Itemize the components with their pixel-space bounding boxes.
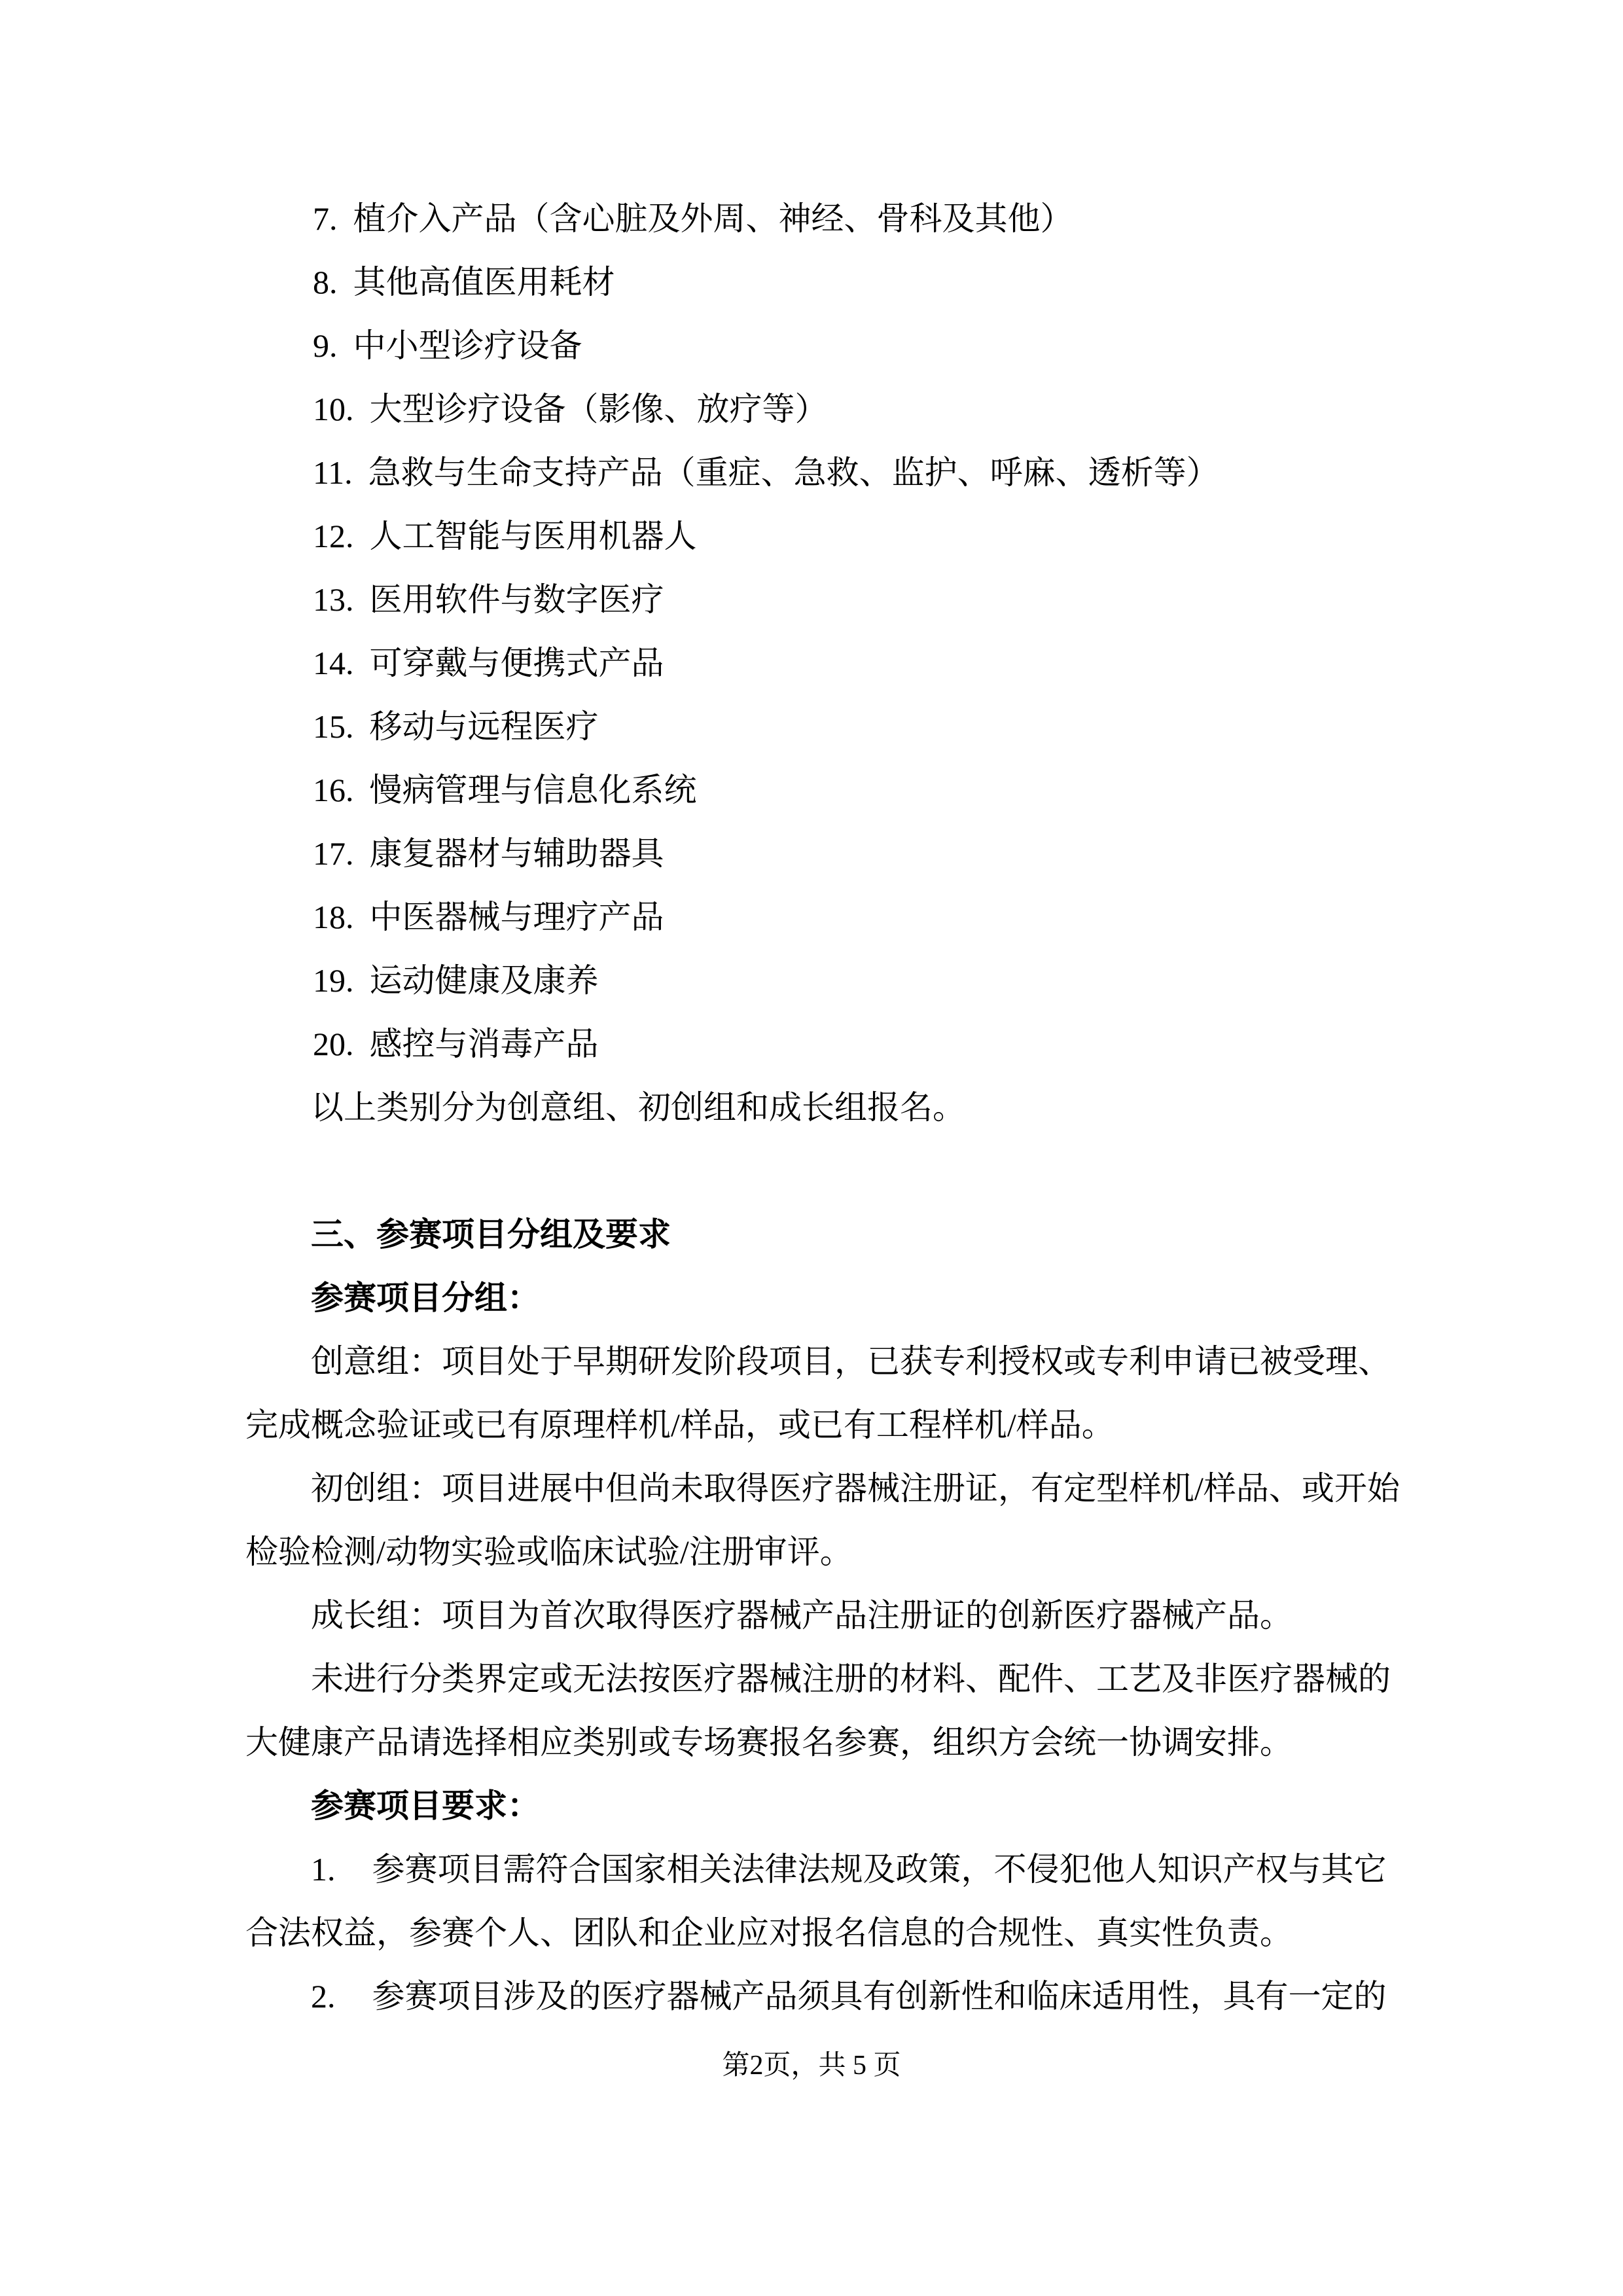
list-item-text: 参赛项目涉及的医疗器械产品须具有创新性和临床适用性，具有一定的 xyxy=(372,1978,1387,2015)
list-item xyxy=(245,251,1378,314)
text-line: 检验检测/动物实验或临床试验/注册审评。 xyxy=(245,1534,853,1570)
list-item-number: 2. xyxy=(311,1978,336,2015)
text-line: 大健康产品请选择相应类别或专场赛报名参赛，组织方会统一协调安排。 xyxy=(245,1724,1293,1761)
list-item xyxy=(245,759,1378,822)
list-item-text: 植介入产品（含心脏及外周、神经、骨科及其他） xyxy=(353,200,1073,237)
page-number-footer: 第2页，共 5 页 xyxy=(722,2051,901,2081)
list-item xyxy=(245,314,1378,378)
group-subheading: 参赛项目分组： xyxy=(311,1279,540,1317)
section-heading: 三、参赛项目分组及要求 xyxy=(311,1215,671,1253)
list-item xyxy=(245,1013,1378,1076)
list-item-number: 10. xyxy=(313,391,354,427)
list-item xyxy=(245,441,1378,505)
list-item-text: 慢病管理与信息化系统 xyxy=(369,772,697,808)
list-item-number: 15. xyxy=(313,708,354,745)
text-line: 创意组：项目处于早期研发阶段项目，已获专利授权或专利申请已被受理、 xyxy=(311,1343,1391,1380)
list-item-number: 7. xyxy=(313,200,338,237)
list-item-number: 9. xyxy=(313,327,338,364)
list-item-number: 19. xyxy=(313,962,354,999)
list-item xyxy=(245,695,1378,759)
list-item-text: 其他高值医用耗材 xyxy=(353,264,615,300)
list-item-text: 医用软件与数字医疗 xyxy=(369,581,664,618)
list-item-number: 8. xyxy=(313,264,338,300)
list-item-number: 11. xyxy=(313,454,353,491)
list-item-number: 1. xyxy=(311,1851,336,1888)
list-item-number: 14. xyxy=(313,645,354,681)
list-item-number: 18. xyxy=(313,899,354,935)
list-item-number: 20. xyxy=(313,1026,354,1062)
list-item xyxy=(245,378,1378,441)
list-item-text: 移动与远程医疗 xyxy=(369,708,599,745)
list-item xyxy=(245,187,1378,251)
list-item-text: 大型诊疗设备（影像、放疗等） xyxy=(369,391,828,427)
list-item-number: 12. xyxy=(313,518,354,554)
list-item-number: 16. xyxy=(313,772,354,808)
list-item xyxy=(245,949,1378,1013)
list-item-number: 13. xyxy=(313,581,354,618)
document-body xyxy=(245,187,1400,2028)
list-item xyxy=(245,886,1378,949)
list-item xyxy=(245,1838,1387,1901)
requirements-subheading: 参赛项目要求： xyxy=(311,1787,540,1825)
list-item-text: 感控与消毒产品 xyxy=(369,1026,599,1062)
list-item-text: 急救与生命支持产品（重症、急救、监护、呼麻、透析等） xyxy=(368,454,1219,491)
text-line: 未进行分类界定或无法按医疗器械注册的材料、配件、工艺及非医疗器械的 xyxy=(311,1660,1391,1697)
blank-line xyxy=(245,1139,1378,1203)
text-line: 合法权益，参赛个人、团队和企业应对报名信息的合规性、真实性负责。 xyxy=(245,1914,1293,1951)
text-line: 完成概念验证或已有原理样机/样品，或已有工程样机/样品。 xyxy=(245,1407,1115,1443)
list-item-text: 参赛项目需符合国家相关法律法规及政策，不侵犯他人知识产权与其它 xyxy=(372,1851,1387,1888)
text-line: 成长组：项目为首次取得医疗器械产品注册证的创新医疗器械产品。 xyxy=(311,1597,1293,1634)
list-item xyxy=(245,632,1378,695)
list-item-text: 康复器材与辅助器具 xyxy=(369,835,664,872)
text-line: 初创组：项目进展中但尚未取得医疗器械注册证，有定型样机/样品、或开始 xyxy=(311,1470,1400,1507)
list-item xyxy=(245,822,1378,886)
text-line: 以上类别分为创意组、初创组和成长组报名。 xyxy=(311,1089,965,1126)
list-item-text: 中医器械与理疗产品 xyxy=(369,899,664,935)
list-item-number: 17. xyxy=(313,835,354,872)
list-item xyxy=(245,568,1378,632)
list-item-text: 中小型诊疗设备 xyxy=(353,327,582,364)
list-item-text: 人工智能与医用机器人 xyxy=(369,518,697,554)
list-item xyxy=(245,1965,1387,2028)
list-item-text: 运动健康及康养 xyxy=(369,962,599,999)
list-item xyxy=(245,505,1378,568)
list-item-text: 可穿戴与便携式产品 xyxy=(369,645,664,681)
